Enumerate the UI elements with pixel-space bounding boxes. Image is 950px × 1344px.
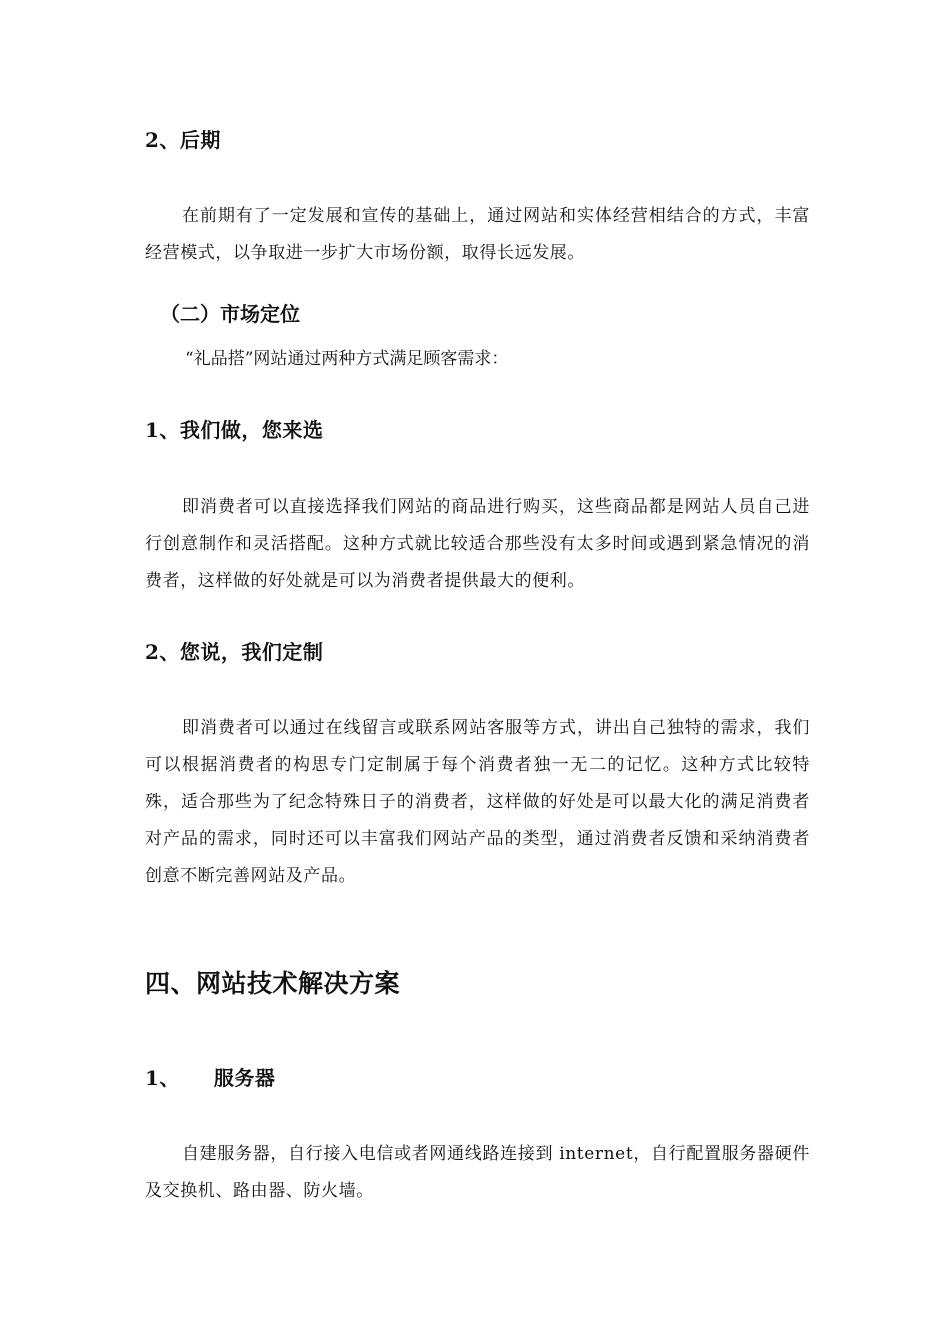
server-heading	[145, 1063, 810, 1093]
server-heading-number: 1、	[145, 1066, 180, 1090]
server-heading-title: 服务器	[213, 1066, 276, 1090]
late-stage-heading: 2、后期	[145, 128, 221, 152]
market-positioning-intro: “礼品搭”网站通过两种方式满足顾客需求：	[185, 349, 509, 369]
mode-one-paragraph: 即消费者可以直接选择我们网站的商品进行购买，这些商品都是网站人员自己进行创意制作和灵活搭配。这种方式就比较适合那些没有太多时间或遇到紧急情况的消费者，这样做的好处就是可以为消费者提供最大的便利。	[145, 497, 810, 591]
mode-two-heading: 2、您说，我们定制	[145, 640, 324, 664]
mode-one-heading: 1、我们做，您来选	[145, 418, 324, 442]
mode-two-paragraph: 即消费者可以通过在线留言或联系网站客服等方式，讲出自己独特的需求，我们可以根据消费者的构思专门定制属于每个消费者独一无二的记忆。这种方式比较特殊，适合那些为了纪念特殊日子的消费者，这样做的好处是可以最大化的满足消费者对产品的需求，同时还可以丰富我们网站产品的类型，通过消费者反馈和采纳消费者创意不断完善网站及产品。	[145, 718, 810, 886]
section-four-heading: 四、网站技术解决方案	[145, 969, 401, 998]
server-paragraph: 自建服务器，自行接入电信或者网通线路连接到 internet，自行配置服务器硬件及交换机、路由器、防火墙。	[145, 1144, 810, 1201]
market-positioning-heading: （二）市场定位	[160, 302, 300, 326]
late-stage-paragraph: 在前期有了一定发展和宣传的基础上，通过网站和实体经营相结合的方式，丰富经营模式，以争取进一步扩大市场份额，取得长远发展。	[145, 206, 810, 263]
